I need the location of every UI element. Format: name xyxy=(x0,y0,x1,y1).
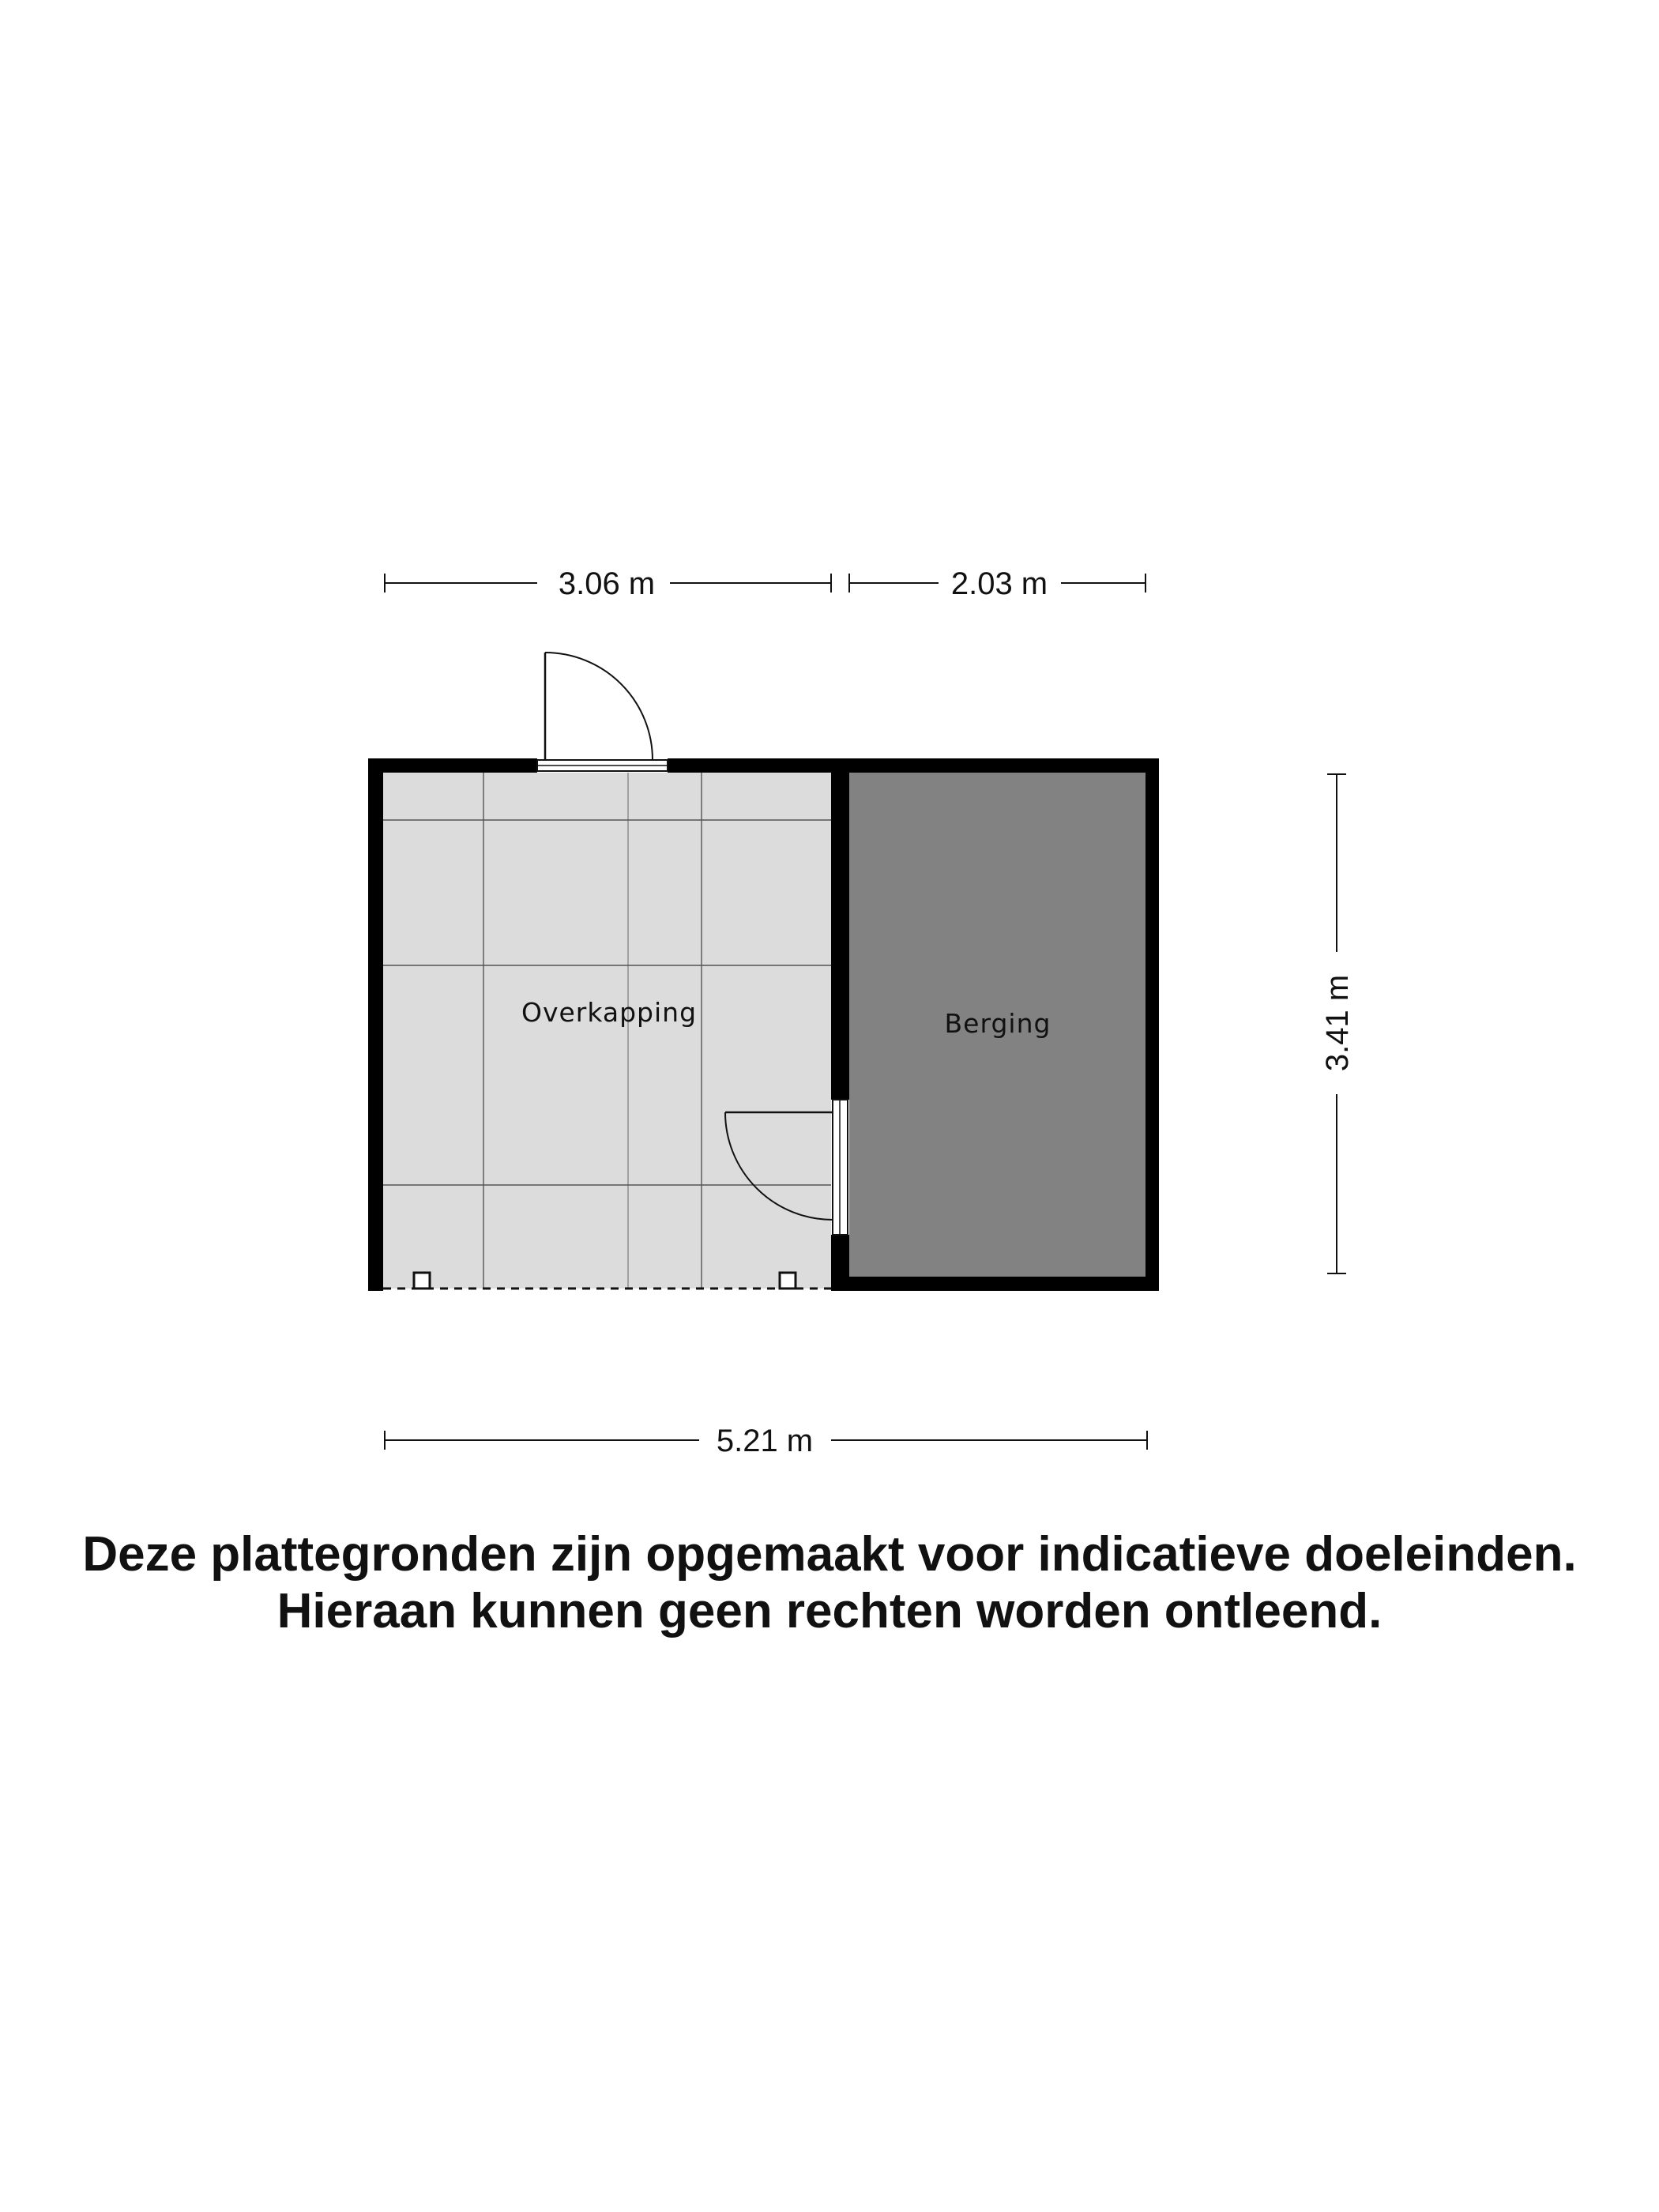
dimension-right xyxy=(1320,774,1355,1273)
dimension-bottom-label: 5.21 m xyxy=(716,1424,814,1458)
disclaimer-line-2: Hieraan kunnen geen rechten worden ontleend. xyxy=(276,1584,1382,1638)
top-door xyxy=(537,653,668,771)
post-left xyxy=(414,1273,430,1288)
disclaimer-line-1: Deze plattegronden zijn opgemaakt voor indicatieve doeleinden. xyxy=(82,1527,1577,1582)
dimension-bottom xyxy=(385,1424,1147,1458)
covered-area-floor xyxy=(383,773,831,1288)
post-right xyxy=(780,1273,796,1288)
dimension-right-label: 3.41 m xyxy=(1320,974,1355,1072)
room-label-overkapping: Overkapping xyxy=(521,997,698,1028)
dimension-top-left xyxy=(385,566,831,601)
dimension-top-right-label: 2.03 m xyxy=(950,566,1048,601)
dimension-top-right xyxy=(849,566,1146,601)
room-label-berging: Berging xyxy=(944,1008,1051,1039)
dimension-top-left-label: 3.06 m xyxy=(558,566,656,601)
